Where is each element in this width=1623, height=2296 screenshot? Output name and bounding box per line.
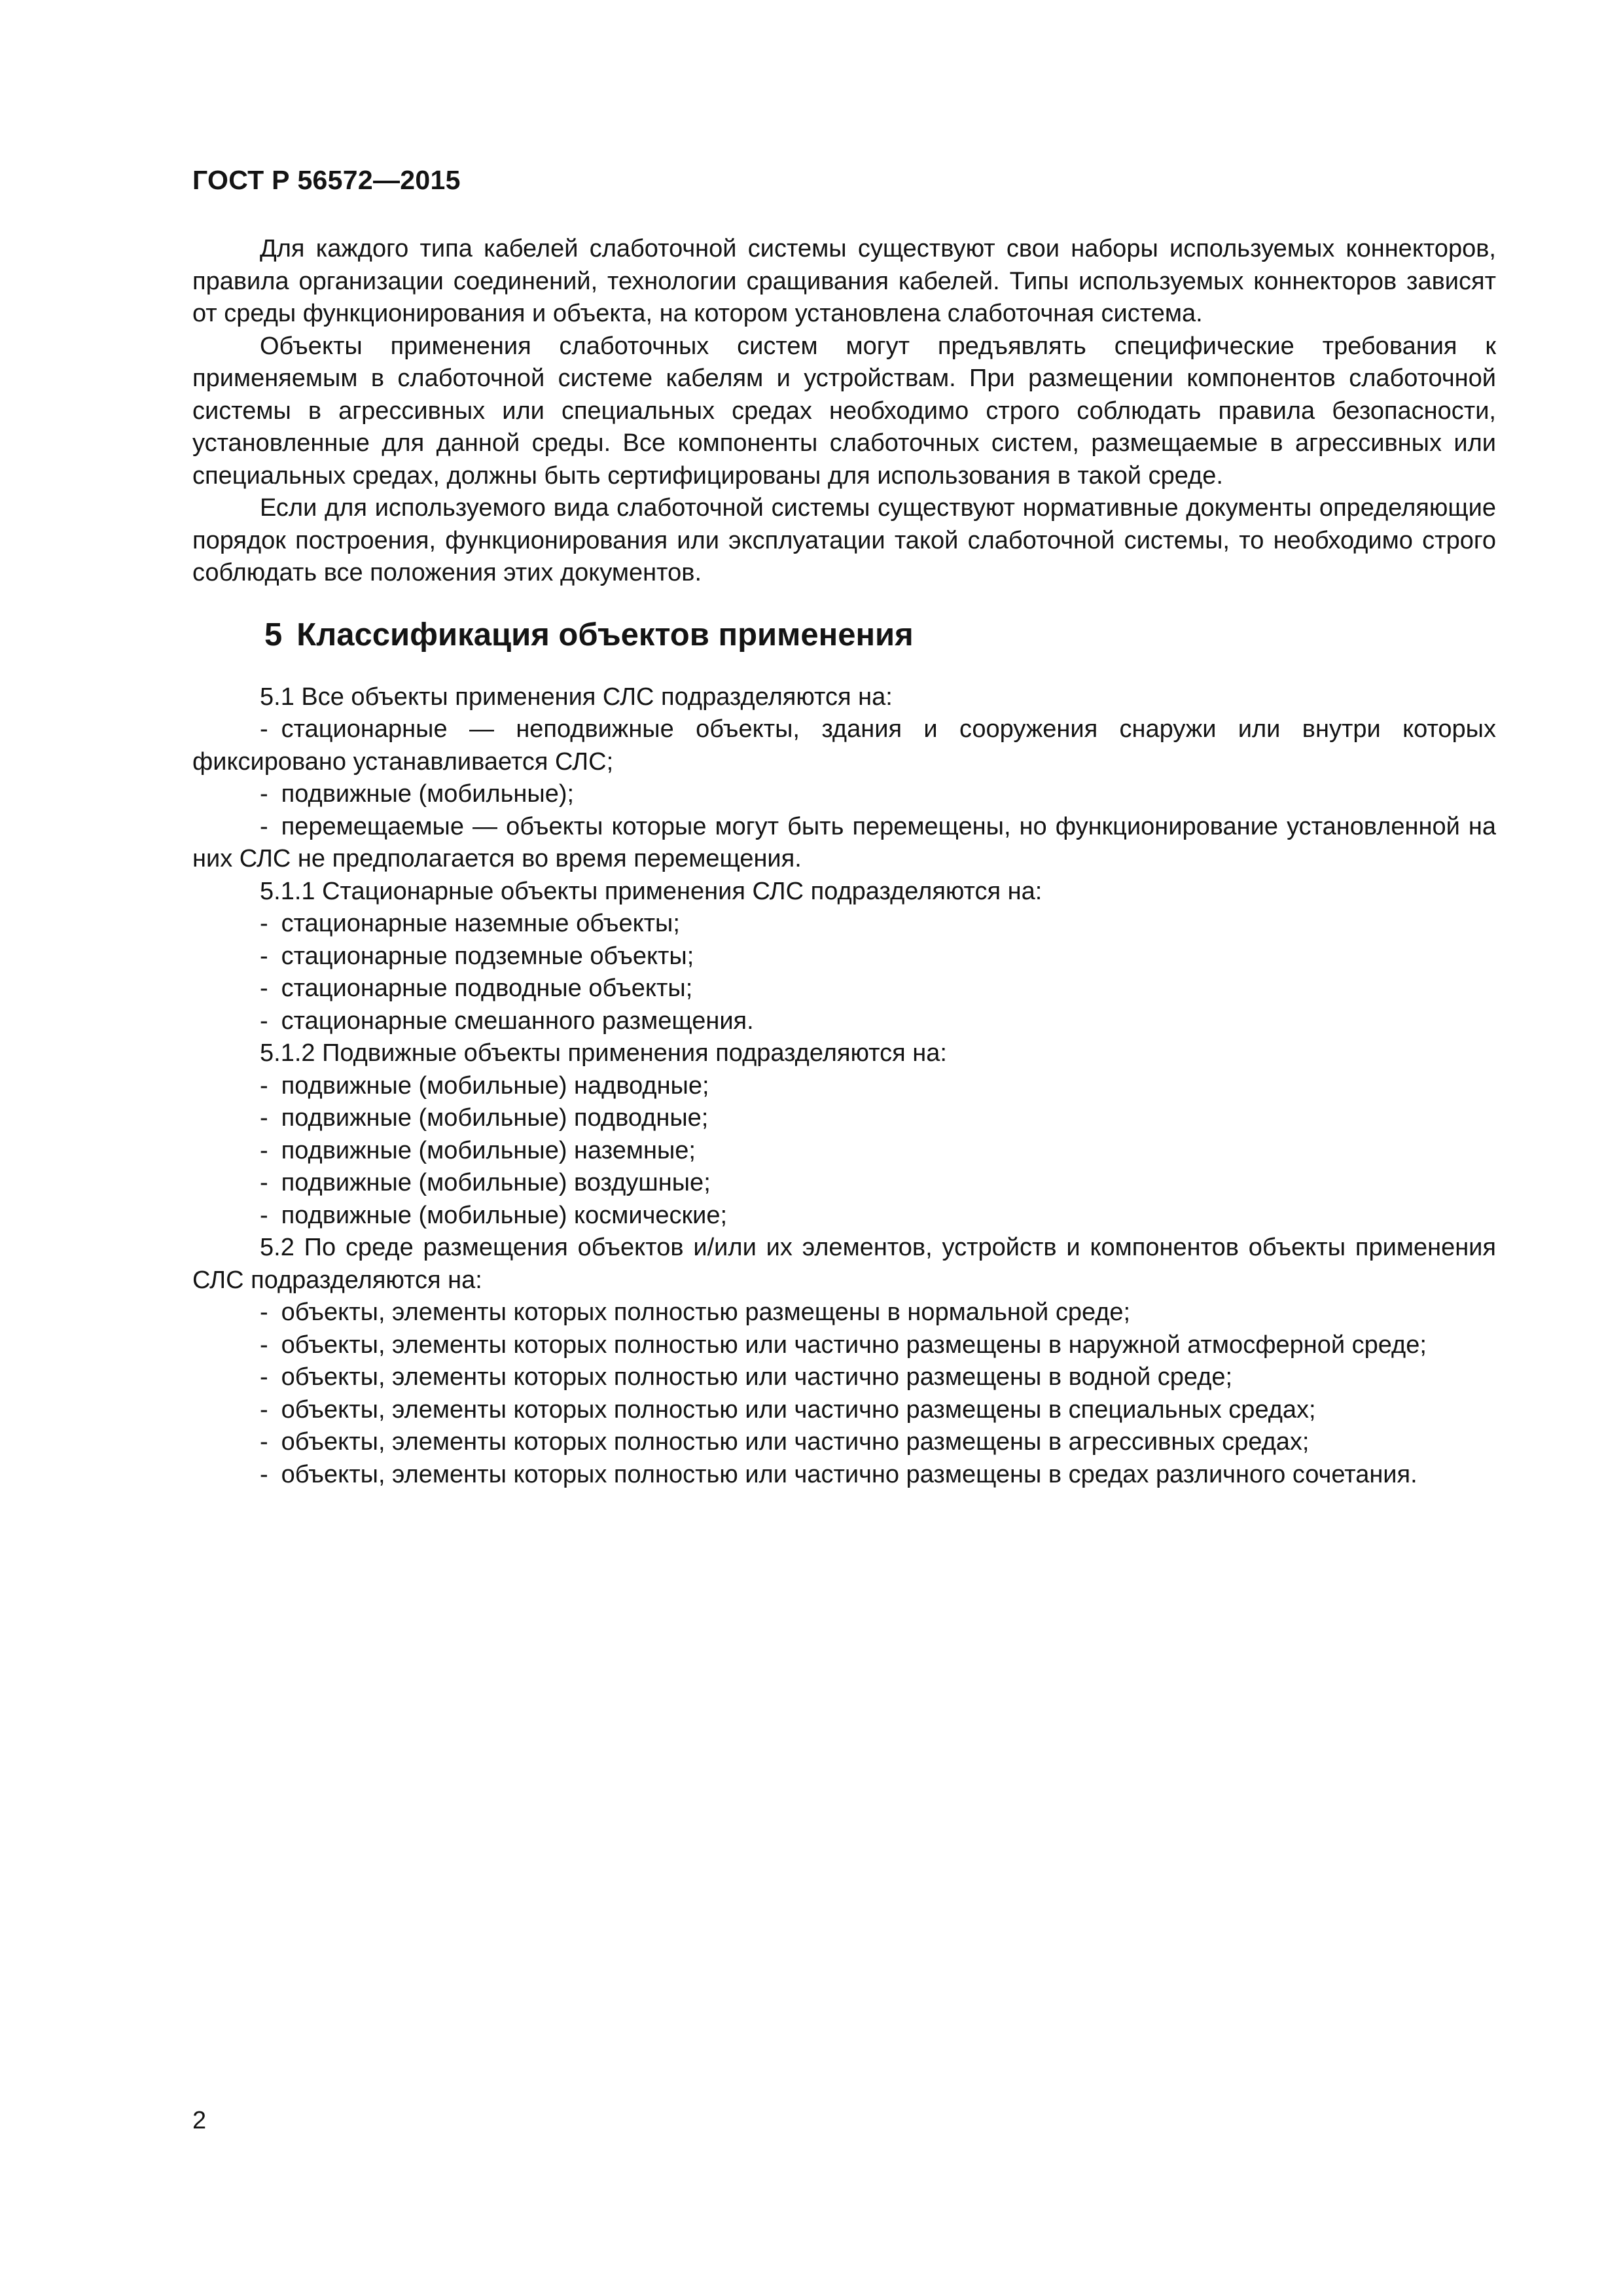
list-item-text: объекты, элементы которых полностью или частично размещены в наружной атмосферной среде; xyxy=(281,1331,1427,1359)
document-body xyxy=(192,233,1496,1491)
list-item-text: подвижные (мобильные); xyxy=(281,780,575,808)
list-item xyxy=(192,908,1496,941)
list-item xyxy=(192,941,1496,973)
list-dash: - xyxy=(260,1071,268,1100)
list-item xyxy=(192,1005,1496,1038)
list-item-text: объекты, элементы которых полностью или частично размещены в средах различного сочетания. xyxy=(281,1460,1418,1488)
list-dash: - xyxy=(260,1363,268,1391)
list-dash: - xyxy=(260,1331,268,1359)
list-dash: - xyxy=(260,1395,268,1424)
list-item-text: подвижные (мобильные) подводные; xyxy=(281,1104,709,1132)
list-dash: - xyxy=(260,910,268,937)
list-dash: - xyxy=(260,1299,268,1326)
list-item xyxy=(192,973,1496,1005)
list-item-text: объекты, элементы которых полностью или частично размещены в агрессивных средах; xyxy=(281,1428,1310,1456)
list-item-text: объекты, элементы которых полностью размещены в нормальной среде; xyxy=(281,1299,1131,1326)
intro-paragraph-normative-docs: Если для используемого вида слаботочной системы существуют нормативные документы определяющие порядок построения, функционирования или эксплуатации такой слаботочной системы, то необходимо строго соблюдать все положения этих документов. xyxy=(192,494,1496,586)
list-item-text: стационарные подземные объекты; xyxy=(281,942,694,970)
list-item-text: подвижные (мобильные) наземные; xyxy=(281,1136,696,1164)
list-item xyxy=(192,1200,1496,1232)
list-dash: - xyxy=(260,1428,268,1456)
list-item xyxy=(192,713,1496,778)
list-item-text: стационарные подводные объекты; xyxy=(281,975,693,1002)
list-item-text: объекты, элементы которых полностью или частично размещены в водной среде; xyxy=(281,1363,1233,1391)
list-item-text: объекты, элементы которых полностью или частично размещены в специальных средах; xyxy=(281,1395,1316,1424)
intro-paragraph-connectors: Для каждого типа кабелей слаботочной системы существуют свои наборы используемых коннекторов, правила организации соединений, технологии сращивания кабелей. Типы используемых коннекторов зависят от среды функционирования и объекта, на котором установлена слаботочная система. xyxy=(192,235,1496,327)
intro-paragraph-requirements: Объекты применения слаботочных систем могут предъявлять специфические требования к применяемым в слаботочной системе кабелям и устройствам. При размещении компонентов слаботочной системы в агрессивных или специальных средах необходимо строго соблюдать правила безопасности, установленные для данной среды. Все компоненты слаботочных систем, размещаемые в агрессивных или специальных средах, должны быть сертифицированы для использования в такой среде. xyxy=(192,332,1496,490)
list-item-text: перемещаемые — объекты которые могут быть перемещены, но функционирование установленной на них СЛС не предполагается во время перемещения. xyxy=(192,812,1496,872)
section-title-text: Классификация объектов применения xyxy=(296,617,914,653)
list-item xyxy=(192,811,1496,876)
list-item-text: стационарные наземные объекты; xyxy=(281,910,680,937)
page-number: 2 xyxy=(192,2107,207,2134)
list-dash: - xyxy=(260,942,268,970)
list-item-text: стационарные смешанного размещения. xyxy=(281,1007,754,1035)
list-item xyxy=(192,1102,1496,1135)
list-item xyxy=(192,1426,1496,1459)
clause-5-1-2: 5.1.2 Подвижные объекты применения подразделяются на: xyxy=(260,1039,947,1067)
list-item xyxy=(192,778,1496,811)
clause-5-2: 5.2 По среде размещения объектов и/или их элементов, устройств и компонентов объекты применения СЛС подразделяются на: xyxy=(192,1234,1496,1294)
list-item-text: подвижные (мобильные) надводные; xyxy=(281,1071,709,1100)
list-dash: - xyxy=(260,715,268,743)
list-dash: - xyxy=(260,1460,268,1488)
list-item-text: подвижные (мобильные) воздушные; xyxy=(281,1169,711,1196)
clause-5-1: 5.1 Все объекты применения СЛС подразделяются на: xyxy=(260,683,893,711)
list-item xyxy=(192,1361,1496,1394)
section-number: 5 xyxy=(264,617,283,653)
list-dash: - xyxy=(260,780,268,808)
list-item-text: стационарные — неподвижные объекты, здания и сооружения снаружи или внутри которых фиксировано устанавливается СЛС; xyxy=(192,715,1496,776)
list-item xyxy=(192,1167,1496,1200)
list-item xyxy=(192,1070,1496,1103)
list-item xyxy=(192,1135,1496,1168)
list-item xyxy=(192,1297,1496,1329)
list-dash: - xyxy=(260,1201,268,1229)
list-dash: - xyxy=(260,1007,268,1035)
document-code-header: ГОСТ Р 56572—2015 xyxy=(192,165,461,195)
section-heading xyxy=(192,615,1496,655)
list-dash: - xyxy=(260,975,268,1002)
list-dash: - xyxy=(260,1104,268,1132)
list-dash: - xyxy=(260,1169,268,1196)
list-dash: - xyxy=(260,1136,268,1164)
list-item xyxy=(192,1329,1496,1362)
list-item-text: подвижные (мобильные) космические; xyxy=(281,1201,728,1229)
list-item xyxy=(192,1459,1496,1492)
list-dash: - xyxy=(260,812,268,840)
clause-5-1-1: 5.1.1 Стационарные объекты применения СЛС подразделяются на: xyxy=(260,877,1043,905)
list-item xyxy=(192,1394,1496,1427)
